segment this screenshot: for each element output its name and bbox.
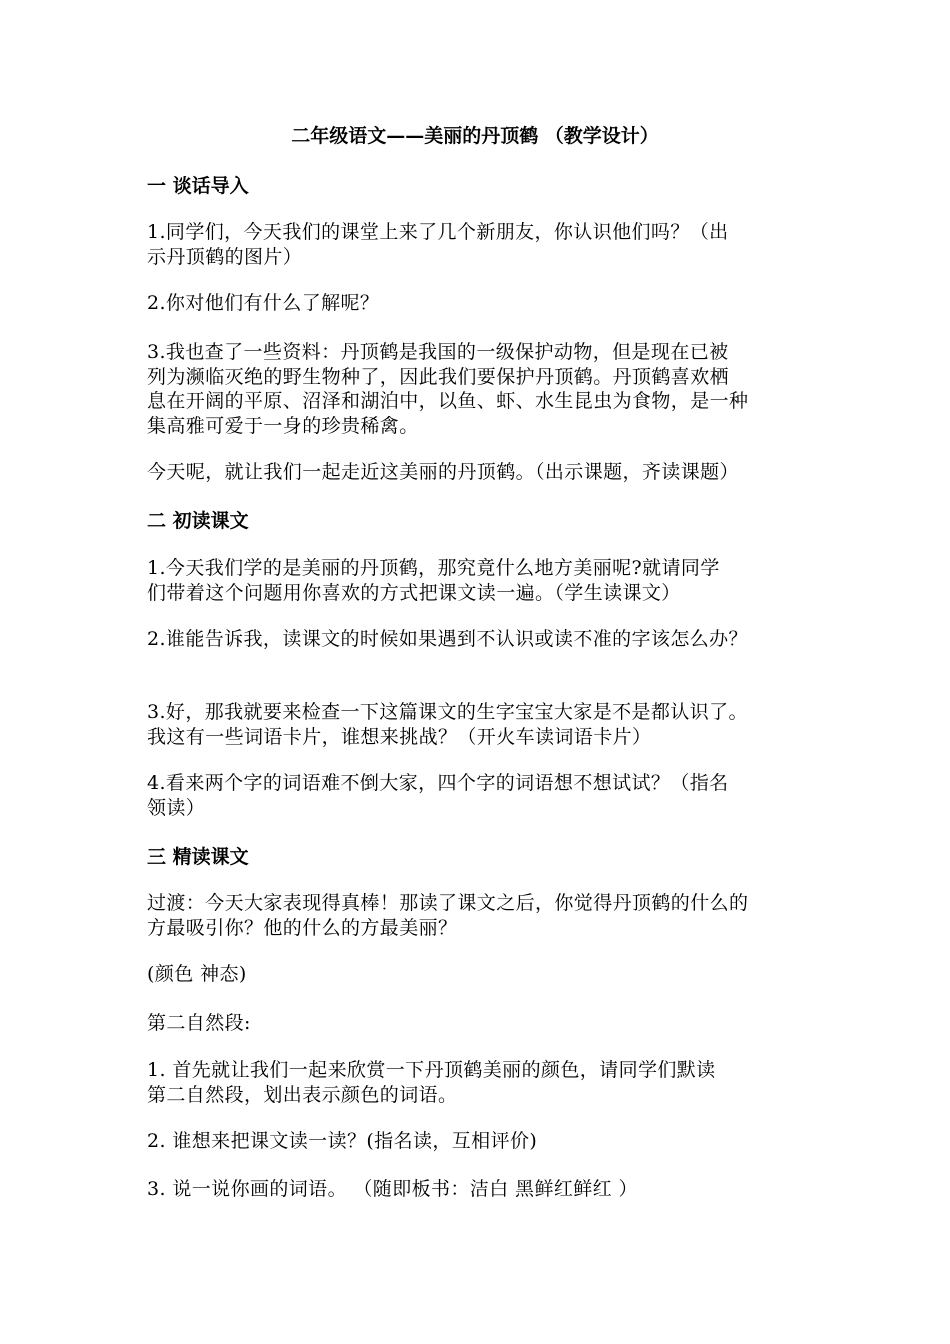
text-line: 3. 说一说你画的词语。 （随即板书：洁白 黑鲜红鲜红 ） (147, 1178, 638, 1200)
text-line: 列为濒临灭绝的野生物种了，因此我们要保护丹顶鹤。丹顶鹤喜欢栖 (147, 365, 730, 388)
paragraph (147, 291, 827, 316)
text-line: 今天呢，就让我们一起走近这美丽的丹顶鹤。（出示课题，齐读课题） (147, 461, 739, 483)
paragraph (147, 891, 827, 940)
section-heading-1: 一 谈话导入 (147, 175, 249, 197)
text-line: 2.谁能告诉我，读课文的时候如果遇到不认识或读不准的字该怎么办？ (147, 628, 748, 650)
paragraph (147, 700, 827, 749)
text-line: 3.好，那我就要来检查一下这篇课文的生字宝宝大家是不是都认识了。 (147, 701, 748, 723)
paragraph (147, 771, 827, 820)
paragraph (147, 340, 827, 438)
paragraph (147, 460, 827, 485)
text-line: 2.你对他们有什么了解呢？ (147, 292, 380, 314)
text-line: 示丹顶鹤的图片） (147, 245, 303, 268)
text-line: 2. 谁想来把课文读一读？(指名读，互相评价) (147, 1130, 538, 1152)
text-line: 1.今天我们学的是美丽的丹顶鹤，那究竟什么地方美丽呢?就请同学 (147, 557, 720, 579)
text-line: 4.看来两个字的词语难不倒大家，四个字的词语想不想试试？（指名 (147, 772, 729, 794)
paragraph (147, 962, 827, 987)
text-line: 第二自然段，划出表示颜色的词语。 (147, 1083, 458, 1106)
text-line: 第二自然段: (147, 1012, 251, 1034)
section-heading-2: 二 初读课文 (147, 510, 249, 532)
document-title: 二年级语文——美丽的丹顶鹤 （教学设计） (291, 125, 659, 147)
text-line: 们带着这个问题用你喜欢的方式把课文读一遍。（学生读课文） (147, 581, 681, 604)
paragraph (147, 220, 827, 269)
text-line: 3.我也查了一些资料：丹顶鹤是我国的一级保护动物，但是现在已被 (147, 341, 729, 363)
section-heading-3: 三 精读课文 (147, 846, 249, 868)
text-line: 1. 首先就让我们一起来欣赏一下丹顶鹤美丽的颜色，请同学们默读 (147, 1059, 716, 1081)
paragraph (147, 627, 827, 652)
paragraph (147, 1011, 827, 1036)
paragraph (147, 1129, 827, 1154)
text-line: 过渡：今天大家表现得真棒！那读了课文之后，你觉得丹顶鹤的什么的 (147, 892, 749, 914)
text-line: 我这有一些词语卡片，谁想来挑战？（开火车读词语卡片） (147, 725, 652, 748)
text-line: 息在开阔的平原、沼泽和湖泊中，以鱼、虾、水生昆虫为食物，是一种 (147, 390, 749, 412)
paragraph (147, 556, 827, 605)
text-line: 方最吸引你？他的什么的方最美丽？ (147, 916, 458, 939)
text-line: 集高雅可爱于一身的珍贵稀禽。 (147, 414, 419, 437)
text-line: 1.同学们，今天我们的课堂上来了几个新朋友，你认识他们吗？（出 (147, 221, 729, 243)
text-line: 领读） (147, 796, 206, 819)
paragraph (147, 1177, 827, 1202)
paragraph (147, 1058, 827, 1107)
text-line: (颜色 神态) (147, 963, 247, 985)
